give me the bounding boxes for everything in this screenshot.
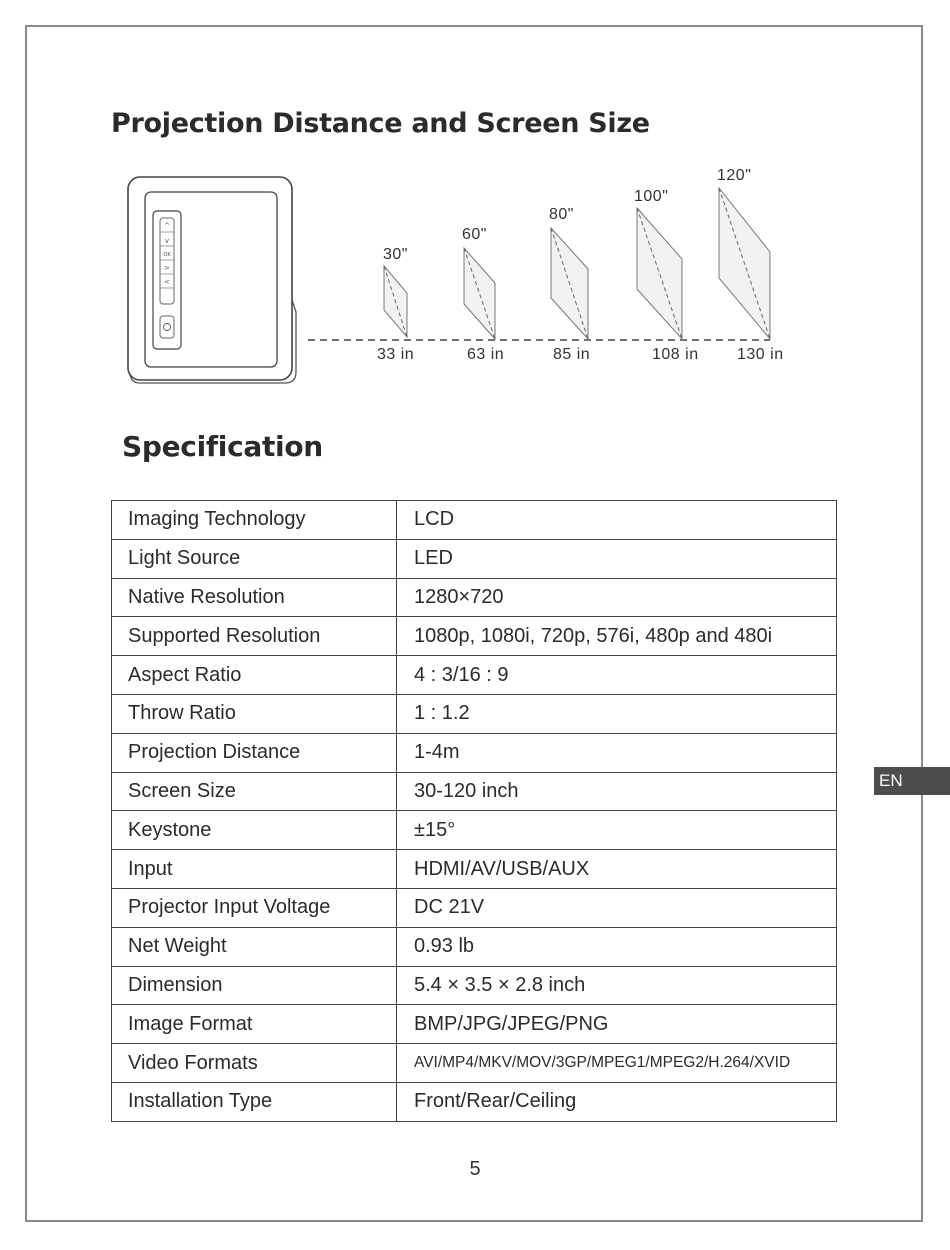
distance-label: 63 in xyxy=(467,346,505,363)
table-row xyxy=(112,966,837,1005)
screen-60-inch xyxy=(464,248,495,339)
screen-size-label: 120" xyxy=(717,167,752,184)
spec-value: 4 : 3/16 : 9 xyxy=(397,656,837,695)
spec-label: Imaging Technology xyxy=(112,501,397,540)
spec-value: 5.4 × 3.5 × 2.8 inch xyxy=(397,966,837,1005)
spec-value: 1080p, 1080i, 720p, 576i, 480p and 480i xyxy=(397,617,837,656)
spec-value: DC 21V xyxy=(397,888,837,927)
spec-label: Projector Input Voltage xyxy=(112,888,397,927)
svg-text:<: < xyxy=(164,278,170,286)
spec-label: Light Source xyxy=(112,539,397,578)
spec-value: ±15° xyxy=(397,811,837,850)
table-row xyxy=(112,772,837,811)
screen-30-inch xyxy=(384,266,407,337)
specification-section-title: Specification xyxy=(122,430,323,463)
spec-value: BMP/JPG/JPEG/PNG xyxy=(397,1005,837,1044)
spec-label: Supported Resolution xyxy=(112,617,397,656)
spec-label: Aspect Ratio xyxy=(112,656,397,695)
table-row xyxy=(112,888,837,927)
table-row xyxy=(112,694,837,733)
spec-label: Image Format xyxy=(112,1005,397,1044)
spec-label: Video Formats xyxy=(112,1044,397,1083)
spec-value: AVI/MP4/MKV/MOV/3GP/MPEG1/MPEG2/H.264/XVID xyxy=(397,1044,837,1083)
table-row xyxy=(112,733,837,772)
svg-text:v: v xyxy=(164,237,170,245)
table-row xyxy=(112,656,837,695)
spec-value: 1280×720 xyxy=(397,578,837,617)
screen-size-label: 30" xyxy=(383,246,408,263)
spec-value: HDMI/AV/USB/AUX xyxy=(397,850,837,889)
screen-size-label: 80" xyxy=(549,206,574,223)
table-row xyxy=(112,1005,837,1044)
language-tab: EN xyxy=(874,767,950,795)
specification-table xyxy=(111,500,837,1122)
spec-label: Keystone xyxy=(112,811,397,850)
spec-label: Native Resolution xyxy=(112,578,397,617)
spec-label: Input xyxy=(112,850,397,889)
screen-size-label: 100" xyxy=(634,188,669,205)
table-row xyxy=(112,1044,837,1083)
projection-section-title: Projection Distance and Screen Size xyxy=(111,108,650,139)
distance-label: 33 in xyxy=(377,346,415,363)
spec-value: LED xyxy=(397,539,837,578)
spec-value: 0.93 lb xyxy=(397,927,837,966)
spec-value: 1-4m xyxy=(397,733,837,772)
svg-text:>: > xyxy=(164,264,170,272)
spec-label: Screen Size xyxy=(112,772,397,811)
spec-label: Net Weight xyxy=(112,927,397,966)
table-row xyxy=(112,927,837,966)
spec-label: Installation Type xyxy=(112,1082,397,1121)
page-number: 5 xyxy=(469,1158,481,1180)
table-row xyxy=(112,617,837,656)
screen-120-inch xyxy=(719,188,770,339)
distance-label: 108 in xyxy=(652,346,699,363)
svg-text:OK: OK xyxy=(163,252,171,258)
table-row xyxy=(112,539,837,578)
table-row xyxy=(112,578,837,617)
table-row xyxy=(112,1082,837,1121)
projector-illustration xyxy=(128,177,296,383)
spec-value: LCD xyxy=(397,501,837,540)
spec-label: Projection Distance xyxy=(112,733,397,772)
spec-value: 30-120 inch xyxy=(397,772,837,811)
spec-value: 1 : 1.2 xyxy=(397,694,837,733)
spec-label: Dimension xyxy=(112,966,397,1005)
table-row xyxy=(112,501,837,540)
table-row xyxy=(112,811,837,850)
screen-80-inch xyxy=(551,228,588,339)
svg-text:^: ^ xyxy=(164,222,170,230)
spec-value: Front/Rear/Ceiling xyxy=(397,1082,837,1121)
distance-label: 85 in xyxy=(553,346,591,363)
table-row xyxy=(112,850,837,889)
screen-100-inch xyxy=(637,208,682,339)
screen-size-label: 60" xyxy=(462,226,487,243)
spec-label: Throw Ratio xyxy=(112,694,397,733)
distance-label: 130 in xyxy=(737,346,784,363)
